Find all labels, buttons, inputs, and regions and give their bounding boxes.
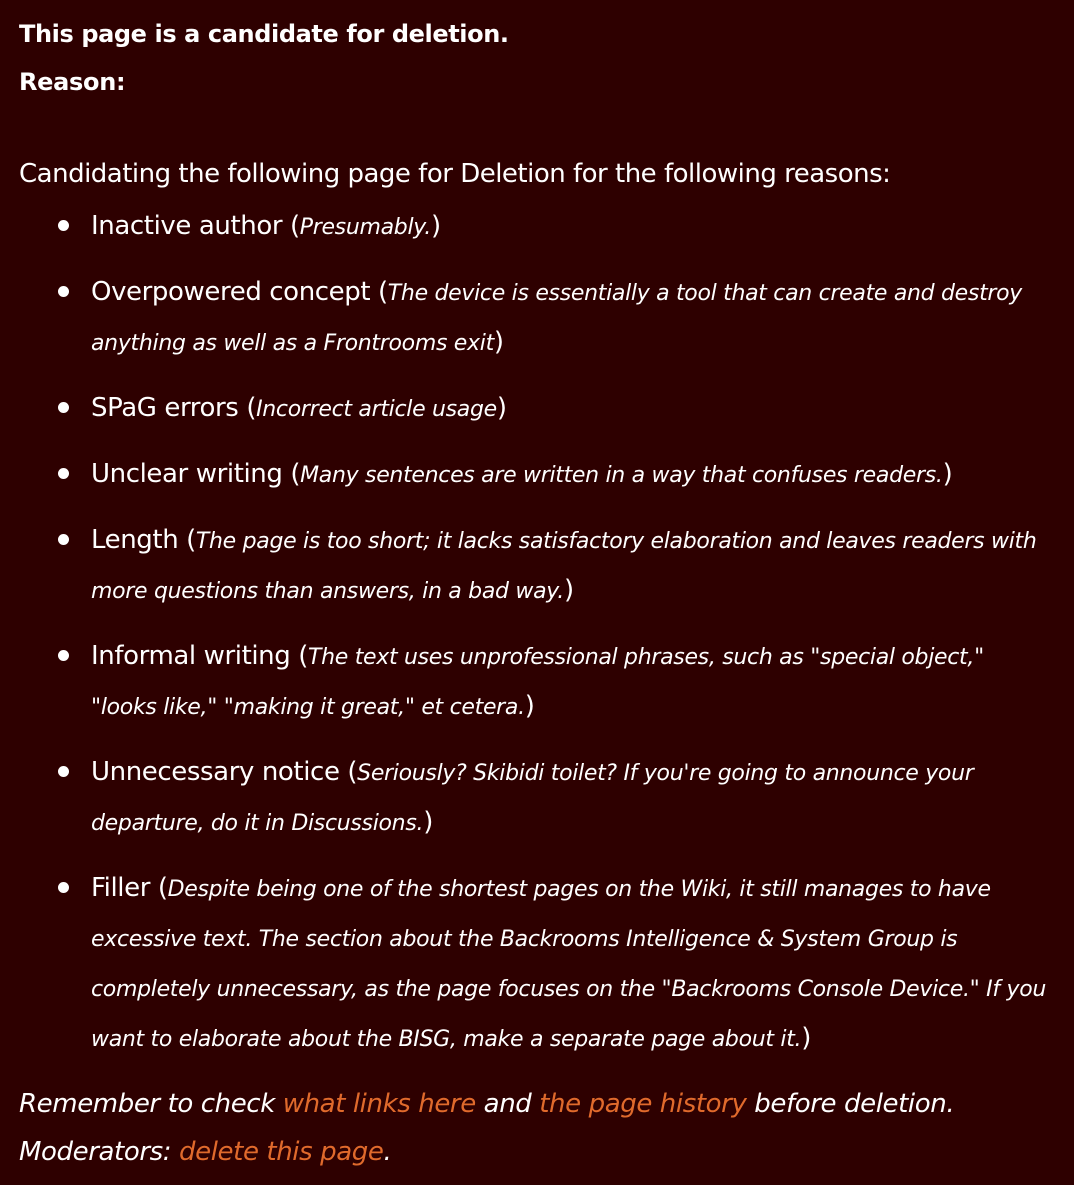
reason-label: Length bbox=[91, 525, 179, 555]
footer-text: . bbox=[383, 1137, 392, 1167]
reason-label: Reason: bbox=[19, 68, 126, 96]
reason-detail: The device is essentially a tool that can create and destroy anything as well as a Frontrooms exit bbox=[91, 281, 1023, 356]
bullet-icon bbox=[58, 220, 69, 231]
bullet-icon bbox=[58, 534, 69, 545]
reasons-list bbox=[19, 202, 1054, 1064]
reason-label: Overpowered concept bbox=[91, 277, 371, 307]
reason-item-spag-errors: SPaG errors (Incorrect article usage) bbox=[91, 384, 1054, 434]
bullet-icon bbox=[58, 468, 69, 479]
reason-item-filler: Filler (Despite being one of the shortest pages on the Wiki, it still manages to have excessive text. The section about the Backrooms Intelligence & System Group is completely unnecessary, as the page focuses on the "Backrooms Console Device." If you want to elaborate about the BISG, make a separate page about it.) bbox=[91, 864, 1054, 1064]
reason-item-overpowered-concept: Overpowered concept (The device is essentially a tool that can create and destroy anything as well as a Frontrooms exit) bbox=[91, 268, 1054, 368]
bullet-icon bbox=[58, 650, 69, 661]
bullet-icon bbox=[58, 766, 69, 777]
footer-text: Remember to check bbox=[19, 1089, 283, 1119]
reason-detail: Despite being one of the shortest pages on the Wiki, it still manages to have excessive text. The section about the Backrooms Intelligence & System Group is completely unnecessary, as the page focuses on the "Backrooms Console Device." If you want to elaborate about the BISG, make a separate page about it. bbox=[91, 877, 1046, 1052]
footer-text: before deletion. bbox=[746, 1089, 955, 1119]
reason-label: Filler bbox=[91, 873, 151, 903]
footer-text: Moderators: bbox=[19, 1137, 180, 1167]
reason-detail: Many sentences are written in a way that confuses readers. bbox=[300, 463, 943, 488]
reason-label: Informal writing bbox=[91, 641, 291, 671]
notice-footer bbox=[19, 1080, 1054, 1176]
footer-text: and bbox=[475, 1089, 540, 1119]
page-history-link[interactable]: the page history bbox=[539, 1089, 747, 1119]
reason-item-inactive-author: Inactive author (Presumably.) bbox=[91, 202, 1054, 252]
reason-detail: Presumably. bbox=[299, 215, 431, 240]
footer-line-check bbox=[19, 1080, 1054, 1128]
reason-item-unclear-writing: Unclear writing (Many sentences are written in a way that confuses readers.) bbox=[91, 450, 1054, 500]
notice-heading: This page is a candidate for deletion. bbox=[19, 20, 509, 48]
reason-detail: The page is too short; it lacks satisfactory elaboration and leaves readers with more questions than answers, in a bad way. bbox=[91, 529, 1037, 604]
intro-text: Candidating the following page for Deletion for the following reasons: bbox=[19, 159, 891, 189]
delete-page-link[interactable]: delete this page bbox=[179, 1137, 384, 1167]
reason-detail: Seriously? Skibidi toilet? If you're going to announce your departure, do it in Discussions. bbox=[91, 761, 974, 836]
reason-label: Inactive author bbox=[91, 211, 283, 241]
reason-item-informal-writing: Informal writing (The text uses unprofessional phrases, such as "special object," "looks like," "making it great," et cetera.) bbox=[91, 632, 1054, 732]
bullet-icon bbox=[58, 286, 69, 297]
reason-item-length: Length (The page is too short; it lacks satisfactory elaboration and leaves readers with more questions than answers, in a bad way.) bbox=[91, 516, 1054, 616]
bullet-icon bbox=[58, 402, 69, 413]
reason-item-unnecessary-notice: Unnecessary notice (Seriously? Skibidi toilet? If you're going to announce your departure, do it in Discussions.) bbox=[91, 748, 1054, 848]
bullet-icon bbox=[58, 882, 69, 893]
reason-label: SPaG errors bbox=[91, 393, 239, 423]
reason-detail: Incorrect article usage bbox=[256, 397, 497, 422]
what-links-here-link[interactable]: what links here bbox=[282, 1089, 476, 1119]
reason-label: Unclear writing bbox=[91, 459, 283, 489]
reason-label: Unnecessary notice bbox=[91, 757, 340, 787]
footer-line-moderators bbox=[19, 1128, 1054, 1176]
reason-detail: The text uses unprofessional phrases, such as "special object," "looks like," "making it great," et cetera. bbox=[91, 645, 984, 720]
